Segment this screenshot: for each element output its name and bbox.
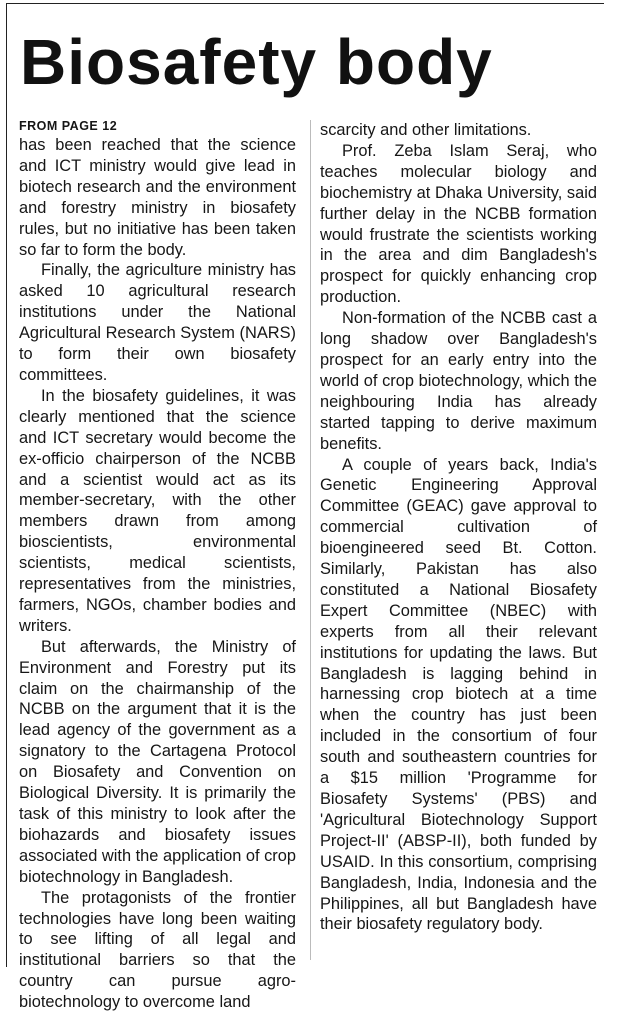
- frame-left-rule: [6, 3, 7, 967]
- paragraph: But afterwards, the Ministry of Environment and Forestry put its claim on the chairmanship of the NCBB on the argument that it is the lead agency of the government as a signatory to the Cartagena Protocol on Biosafety and Convention on Biological Diversity. It is primarily the task of this ministry to look after the biohazards and biosafety issues associated with the application of crop biotechnology in Bangladesh.: [19, 637, 296, 886]
- paragraph: The protagonists of the frontier technologies have long been waiting to see lifting of all legal and institutional barriers so that the country can pursue agro-biotechnology to overcome land: [19, 888, 296, 1012]
- headline: Biosafety body: [20, 26, 493, 98]
- paragraph: Finally, the agriculture ministry has asked 10 agricultural research institutions under the National Agricultural Research System (NARS) to form their own biosafety committees.: [19, 261, 296, 384]
- paragraph: has been reached that the science and ICT ministry would give lead in biotech research and the environment and forestry ministry in biosafety rules, but no initiative has been taken so far to form the body.: [19, 136, 296, 259]
- paragraph: scarcity and other limitations.: [320, 121, 532, 139]
- paragraph: In the biosafety guidelines, it was clearly mentioned that the science and ICT secretary would become the ex-officio chairperson of the NCBB and a scientist would act as its member-secretary, with the other members drawn from among bioscientists, environmental scientists, medical scientists, representatives from the ministries, farmers, NGOs, chamber bodies and writers.: [19, 386, 296, 635]
- paragraph: A couple of years back, India's Genetic Engineering Approval Committee (GEAC) gave approval to commercial cultivation of bioengineered seed Bt. Cotton. Similarly, Pakistan has also constituted a National Biosafety Expert Committee (NBEC) with experts from all their relevant institutions for updating the laws. But Bangladesh is lagging behind in harnessing crop biotech at a time when the country has just been included in the consortium of four south and southeastern countries for a $15 million 'Programme for Biosafety Systems' (PBS) and 'Agricultural Biotechnology Support Project-II' (ABSP-II), both funded by USAID. In this consortium, comprising Bangladesh, India, Indonesia and the Philippines, all but Bangladesh have their biosafety regulatory body.: [320, 455, 597, 934]
- article-column-left: [19, 118, 296, 1013]
- article-column-right: [320, 120, 597, 935]
- column-divider: [310, 120, 311, 960]
- frame-top-rule: [6, 3, 604, 4]
- continued-from-kicker: FROM PAGE 12: [19, 119, 118, 133]
- paragraph: Non-formation of the NCBB cast a long shadow over Bangladesh's prospect for an early entry into the world of crop biotechnology, which the neighbouring India has already started tapping to derive maximum benefits.: [320, 309, 597, 453]
- paragraph: Prof. Zeba Islam Seraj, who teaches molecular biology and biochemistry at Dhaka University, said further delay in the NCBB formation would frustrate the scientists working in the area and dim Bangladesh's prospect for quickly enhancing crop production.: [320, 141, 597, 307]
